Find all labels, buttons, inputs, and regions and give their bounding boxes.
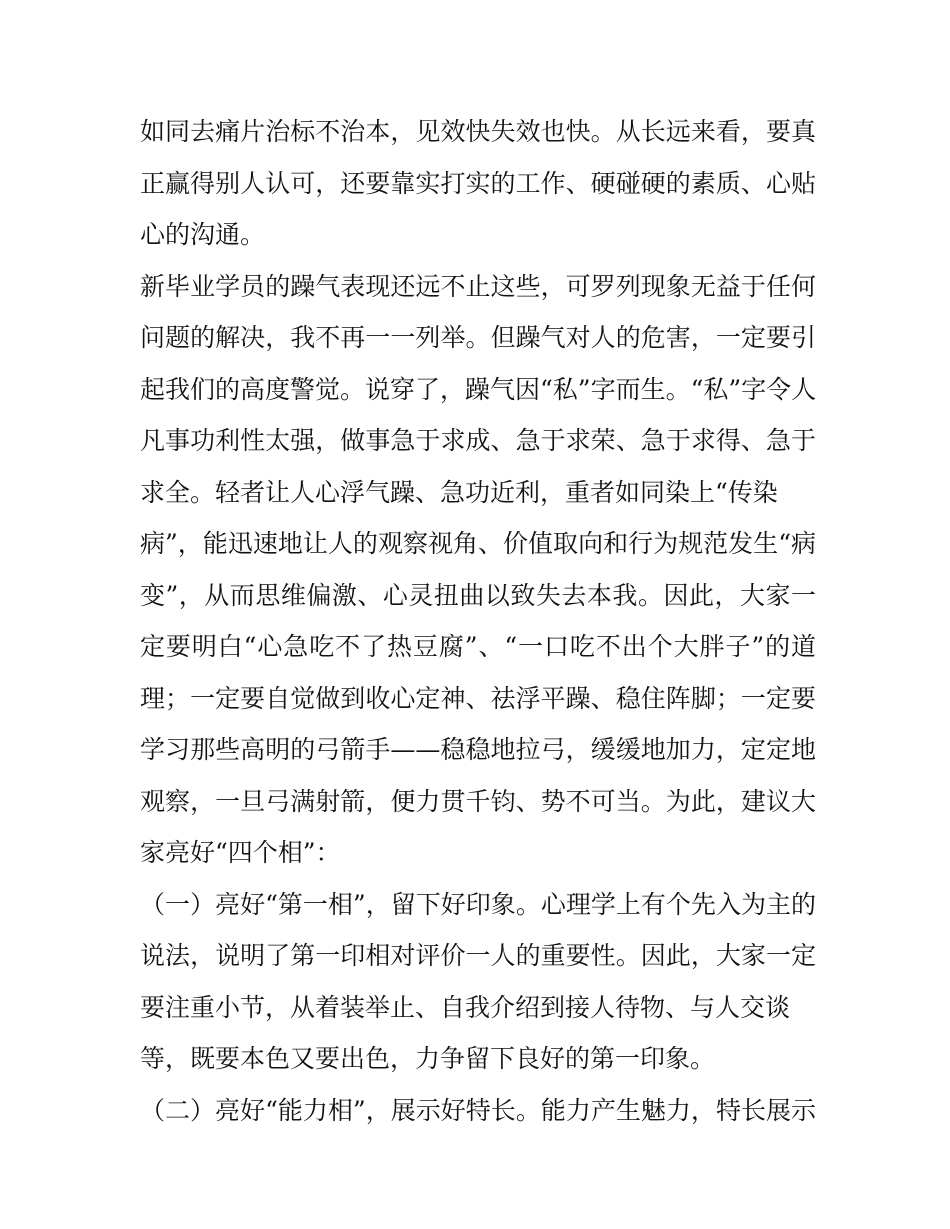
text-line-8: 求全。轻者让人心浮气躁、急功近利，重者如同染上“传染 — [140, 477, 778, 507]
text-line-20: （二）亮好“能力相”，展示好特长。能力产生魅力，特长展示 — [140, 1095, 816, 1125]
text-line-6: 起我们的高度警觉。说穿了，躁气因“私”字而生。“私”字令人 — [140, 374, 816, 404]
text-line-7: 凡事功利性太强，做事急于求成、急于求荣、急于求得、急于 — [140, 426, 816, 455]
body-text — [140, 106, 816, 1136]
text-line-2: 正赢得别人认可，还要靠实打实的工作、硬碰硬的素质、心贴 — [140, 168, 816, 198]
text-line-16: （一）亮好“第一相”，留下好印象。心理学上有个先入为主的 — [140, 889, 816, 919]
text-line-11: 定要明白“心急吃不了热豆腐”、“一口吃不出个大胖子”的道 — [140, 632, 816, 661]
text-line-13: 学习那些高明的弓箭手——稳稳地拉弓，缓缓地加力，定定地 — [140, 735, 816, 764]
text-line-4: 新毕业学员的躁气表现还远不止这些，可罗列现象无益于任何 — [140, 271, 816, 301]
text-line-18: 要注重小节，从着装举止、自我介绍到接人待物、与人交谈 — [140, 992, 791, 1022]
text-line-19: 等，既要本色又要出色，力争留下良好的第一印象。 — [140, 1044, 716, 1073]
text-line-1: 如同去痛片治标不治本，见效快失效也快。从长远来看，要真 — [140, 117, 816, 146]
text-line-15: 家亮好“四个相”： — [140, 838, 341, 867]
text-line-9: 病”，能迅速地让人的观察视角、价值取向和行为规范发生“病 — [140, 529, 816, 558]
text-line-12: 理；一定要自觉做到收心定神、祛浮平躁、稳住阵脚；一定要 — [140, 683, 816, 713]
text-line-10: 变”，从而思维偏激、心灵扭曲以致失去本我。因此，大家一 — [140, 580, 816, 610]
text-line-3: 心的沟通。 — [140, 220, 266, 249]
text-line-5: 问题的解决，我不再一一列举。但躁气对人的危害，一定要引 — [140, 323, 816, 352]
text-line-14: 观察，一旦弓满射箭，便力贯千钧、势不可当。为此，建议大 — [140, 786, 816, 816]
text-line-17: 说法，说明了第一印相对评价一人的重要性。因此，大家一定 — [140, 941, 816, 970]
